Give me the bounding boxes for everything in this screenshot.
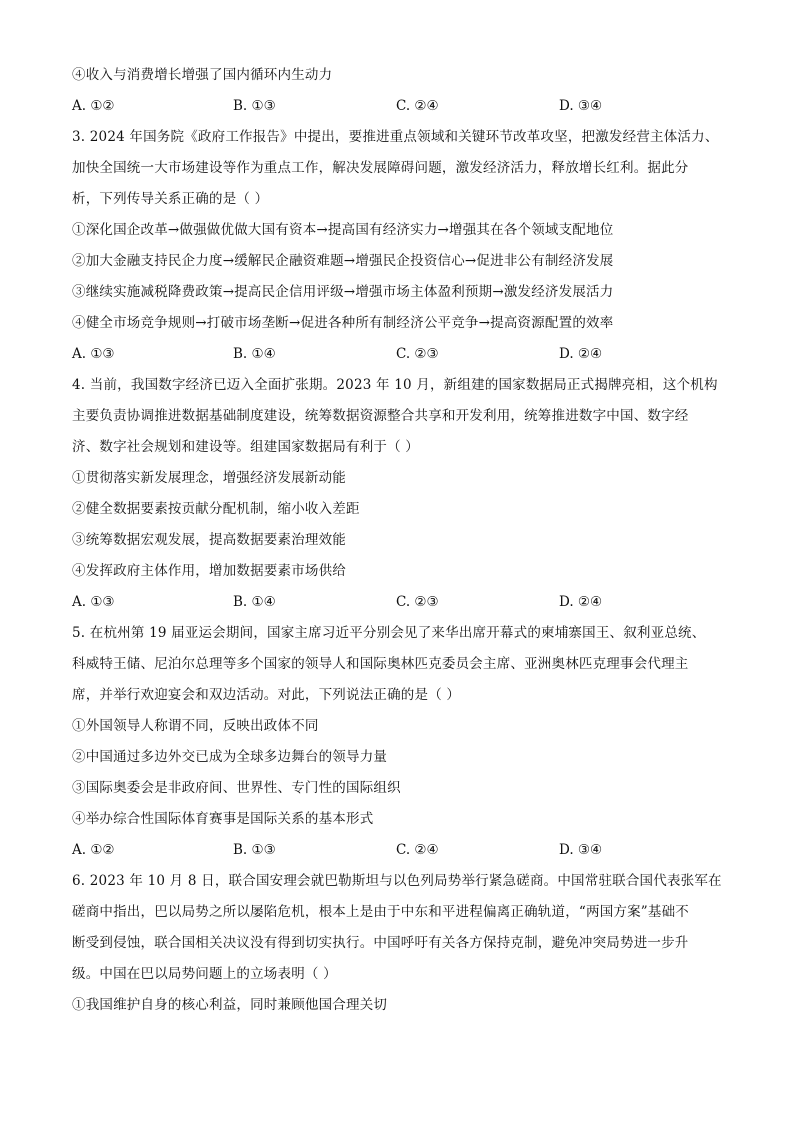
q3-stem-line: 3. 2024 年国务院《政府工作报告》中提出，要推进重点领域和关键环节改革攻坚，把激发经营主体活力、 bbox=[72, 129, 719, 145]
q3-option-b: B. ①④ bbox=[233, 346, 276, 362]
q4-stem-line: 4. 当前，我国数字经济已迈入全面扩张期。2023 年 10 月，新组建的国家数据局正式揭牌亮相，这个机构 bbox=[72, 377, 718, 393]
q4-stem-line: 主要负责协调推进数据基础制度建设，统筹数据资源整合共享和开发利用，统筹推进数字中国、数字经 bbox=[72, 408, 689, 424]
q3-stem-line: 加快全国统一大市场建设等作为重点工作，解决发展障碍问题，激发经济活力，释放增长红利。据此分 bbox=[72, 160, 689, 176]
q6-stem-line: 磋商中指出，巴以局势之所以屡陷危机，根本上是由于中东和平进程偏离正确轨道，“两国方案”基础不 bbox=[72, 904, 690, 920]
q5-item-4: ④举办综合性国际体育赛事是国际关系的基本形式 bbox=[72, 811, 374, 827]
q5-option-a: A. ①② bbox=[72, 842, 115, 858]
q2-option-b: B. ①③ bbox=[233, 98, 276, 114]
q6-item-1: ①我国维护自身的核心利益，同时兼顾他国合理关切 bbox=[72, 997, 388, 1013]
q4-item-3: ③统筹数据宏观发展，提高数据要素治理效能 bbox=[72, 532, 346, 548]
q3-option-c: C. ②③ bbox=[396, 346, 439, 362]
q6-stem-line: 断受到侵蚀，联合国相关决议没有得到切实执行。中国呼吁有关各方保持克制，避免冲突局势进一步升 bbox=[72, 935, 689, 951]
q3-item-2: ②加大金融支持民企力度→缓解民企融资难题→增强民企投资信心→促进非公有制经济发展 bbox=[72, 253, 614, 269]
q2-option-c: C. ②④ bbox=[396, 98, 439, 114]
q3-option-d: D. ②④ bbox=[559, 346, 603, 362]
q3-option-a: A. ①③ bbox=[72, 346, 115, 362]
q2-options bbox=[72, 91, 722, 122]
q5-option-d: D. ③④ bbox=[559, 842, 603, 858]
q3-options bbox=[72, 339, 722, 370]
q5-option-b: B. ①③ bbox=[233, 842, 276, 858]
q2-option-d: D. ③④ bbox=[559, 98, 603, 114]
q3-stem-line: 析，下列传导关系正确的是（ ） bbox=[72, 191, 269, 207]
q6-stem-line: 6. 2023 年 10 月 8 日，联合国安理会就巴勒斯坦与以色列局势举行紧急磋商。中国常驻联合国代表张军在 bbox=[72, 873, 722, 889]
q2-item-4: ④收入与消费增长增强了国内循环内生动力 bbox=[72, 67, 333, 83]
exam-page bbox=[72, 60, 722, 1021]
q5-option-c: C. ②④ bbox=[396, 842, 439, 858]
q4-item-1: ①贯彻落实新发展理念，增强经济发展新动能 bbox=[72, 470, 346, 486]
q5-item-1: ①外国领导人称谓不同，反映出政体不同 bbox=[72, 718, 319, 734]
q4-stem-line: 济、数字社会规划和建设等。组建国家数据局有利于（ ） bbox=[72, 439, 419, 455]
q4-option-b: B. ①④ bbox=[233, 594, 276, 610]
q5-stem-line: 席，并举行欢迎宴会和双边活动。对此，下列说法正确的是（ ） bbox=[72, 687, 461, 703]
q3-item-1: ①深化国企改革→做强做优做大国有资本→提高国有经济实力→增强其在各个领域支配地位 bbox=[72, 222, 614, 238]
q5-stem-line: 5. 在杭州第 19 届亚运会期间，国家主席习近平分别会见了来华出席开幕式的柬埔寨国王、叙利亚总统、 bbox=[72, 625, 706, 641]
q4-item-4: ④发挥政府主体作用，增加数据要素市场供给 bbox=[72, 563, 346, 579]
q5-stem-line: 科威特王储、尼泊尔总理等多个国家的领导人和国际奥林匹克委员会主席、亚洲奥林匹克理事会代理主 bbox=[72, 656, 689, 672]
q3-item-4: ④健全市场竞争规则→打破市场垄断→促进各种所有制经济公平竞争→提高资源配置的效率 bbox=[72, 315, 614, 331]
q5-item-3: ③国际奥委会是非政府间、世界性、专门性的国际组织 bbox=[72, 780, 401, 796]
q4-options bbox=[72, 587, 722, 618]
q2-option-a: A. ①② bbox=[72, 98, 115, 114]
q4-option-d: D. ②④ bbox=[559, 594, 603, 610]
q5-options bbox=[72, 835, 722, 866]
q4-option-a: A. ①③ bbox=[72, 594, 115, 610]
q4-item-2: ②健全数据要素按贡献分配机制，缩小收入差距 bbox=[72, 501, 360, 517]
q4-option-c: C. ②③ bbox=[396, 594, 439, 610]
q6-stem-line: 级。中国在巴以局势问题上的立场表明（ ） bbox=[72, 966, 337, 982]
q5-item-2: ②中国通过多边外交已成为全球多边舞台的领导力量 bbox=[72, 749, 388, 765]
q3-item-3: ③继续实施减税降费政策→提高民企信用评级→增强市场主体盈利预期→激发经济发展活力 bbox=[72, 284, 614, 300]
